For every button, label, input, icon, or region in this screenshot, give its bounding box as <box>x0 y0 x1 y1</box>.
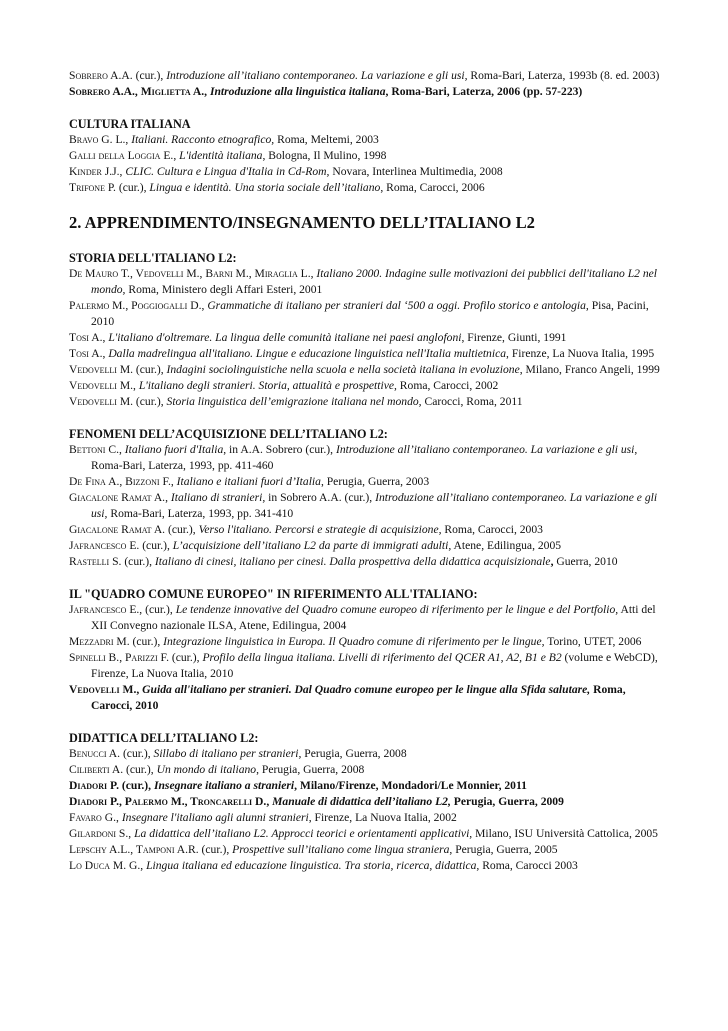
bibliography-entry <box>69 522 660 538</box>
entry-editor-note: , <box>125 133 132 146</box>
entry-publication: , Milano, Franco Angeli, 1999 <box>519 363 660 376</box>
entry-author: De Fina A., Bizzoni F. <box>69 475 171 488</box>
entry-publication: Torino, UTET, 2006 <box>544 635 642 648</box>
entry-title: L’acquisizione dell’italiano L2 da parte di immigrati adulti, <box>172 539 452 552</box>
bibliography-entry <box>69 266 660 298</box>
entry-publication: Novara, Interlinea Multimedia, 2008 <box>329 165 503 178</box>
entry-author: Palermo M., Poggiogalli D. <box>69 299 202 312</box>
entry-author: Ciliberti A. <box>69 763 124 776</box>
entry-author: Benucci A. <box>69 747 121 760</box>
entry-editor-note: , (cur.), <box>139 603 176 616</box>
entry-editor-note: , <box>133 379 139 392</box>
entry-publication: Pisa, Pacini, 2010 <box>91 299 649 328</box>
entry-publication: , Firenze, La Nuova Italia, 2002 <box>308 811 457 824</box>
entry-author: Favaro G. <box>69 811 117 824</box>
entry-author: Jafrancesco E. <box>69 603 140 616</box>
entry-publication: Atene, Edilingua, 2005 <box>451 539 562 552</box>
entry-editor-note: (cur.), <box>198 843 233 856</box>
entry-title: La didattica dell’italiano L2. Approcci teorici e orientamenti applicativi, <box>134 827 473 840</box>
entry-author: Vedovelli M. <box>69 363 134 376</box>
entry-title: Grammatiche di italiano per stranieri dal ‘500 a oggi. Profilo storico e antologia, <box>207 299 589 312</box>
entry-editor-note: (cur.), <box>121 555 155 568</box>
bibliography-entry <box>69 842 660 858</box>
section-heading: DIDATTICA DELL’ITALIANO L2: <box>69 731 259 745</box>
entry-publication: , Perugia, Guerra, 2003 <box>320 475 430 488</box>
bibliography-entry <box>69 554 660 570</box>
bibliography-entry <box>69 394 660 410</box>
entry-author: Giacalone Ramat A. <box>69 491 166 504</box>
entry-author: Bravo G. L. <box>69 133 126 146</box>
entry-editor-note: (cur.), <box>133 395 167 408</box>
bibliography-entry <box>69 602 660 634</box>
entry-title: Italiano di stranieri, <box>170 491 266 504</box>
entry-title: Insegnare l'italiano agli alunni stranieri <box>121 811 309 824</box>
entry-author: Gilardoni S. <box>69 827 129 840</box>
bibliography-entry <box>69 826 660 842</box>
entry-title: Verso l'italiano. Percorsi e strategie di acquisizione, <box>198 523 442 536</box>
entry-publication: Roma, Meltemi, 2003 <box>274 133 379 146</box>
entry-title: Sillabo di italiano per stranieri, <box>153 747 302 760</box>
entry-editor-note: , <box>310 267 317 280</box>
entry-title: Italiano e italiani fuori d’Italia <box>176 475 321 488</box>
bibliography-entry <box>69 180 660 196</box>
entry-publication: Roma-Bari, Laterza, 1993b (8. ed. 2003) <box>467 69 660 82</box>
entry-publication: Roma, Ministero degli Affari Esteri, 2001 <box>125 283 323 296</box>
entry-author: Diadori P. <box>69 779 119 792</box>
bibliography-entry <box>69 538 660 554</box>
entry-title: Un mondo di italiano <box>156 763 257 776</box>
entry-publication: Milano, ISU Università Cattolica, 2005 <box>472 827 658 840</box>
entry-title: Insegnare italiano a stranieri <box>153 779 295 792</box>
section-heading: STORIA DELL'ITALIANO L2: <box>69 251 237 265</box>
section-heading: IL "QUADRO COMUNE EUROPEO" IN RIFERIMENTO ALL'ITALIANO: <box>69 587 478 601</box>
entry-publication: Perugia, Guerra, 2008 <box>301 747 407 760</box>
bibliography-entry <box>69 794 660 810</box>
entry-editor-note: (cur.), <box>118 779 154 792</box>
entry-author: Tosi A. <box>69 347 103 360</box>
bibliography-entry <box>69 378 660 394</box>
entry-editor-note: (cur.), <box>132 69 167 82</box>
bibliography-page <box>69 68 660 874</box>
entry-author: Trifone P. <box>69 181 116 194</box>
entry-author: Sobrero A.A., Miglietta A. <box>69 85 205 98</box>
bibliography-entry <box>69 650 660 682</box>
entry-title: Italiano 2000. Indagine sulle motivazioni dei pubblici dell'italiano L2 nel mondo, <box>91 267 658 296</box>
entry-publication: Carocci, Roma, 2011 <box>421 395 523 408</box>
bibliography-entry <box>69 298 660 330</box>
entry-title: Lingua e identità. Una storia sociale dell’italiano <box>149 181 381 194</box>
entry-title: Lingua italiana ed educazione linguistica. Tra storia, ricerca, didattica, <box>146 859 480 872</box>
bibliography-entry <box>69 778 660 794</box>
bibliography-entry <box>69 442 660 474</box>
entry-author: Giacalone Ramat A. <box>69 523 166 536</box>
entry-title: Italiani. Racconto etnografico, <box>131 133 275 146</box>
entry-editor-note: , <box>201 299 208 312</box>
chapter-heading: 2. APPRENDIMENTO/INSEGNAMENTO DELL’ITALIANO L2 <box>69 213 535 232</box>
entry-publication: Roma, Carocci, 2003 <box>441 523 543 536</box>
entry-author: Tosi A. <box>69 331 103 344</box>
entry-editor-note: , <box>170 475 177 488</box>
bibliography-entry <box>69 362 660 378</box>
entry-editor-note: (cur.), <box>115 181 150 194</box>
entry-author: Vedovelli M. <box>69 683 137 696</box>
entry-title: Le tendenze innovative del Quadro comune europeo di riferimento per le lingue e del Portfolio, <box>175 603 619 616</box>
entry-title: Integrazione linguistica in Europa. Il Quadro comune di riferimento per le lingue, <box>163 635 545 648</box>
bibliography-entry <box>69 132 660 148</box>
entry-title: CLIC. Cultura e Lingua d'Italia in Cd-Rom, <box>125 165 330 178</box>
entry-title: Indagini sociolinguistiche nella scuola e nella società italiana in evoluzione <box>166 363 520 376</box>
entry-publication: Roma, Carocci, 2002 <box>396 379 499 392</box>
entry-publication: , Firenze, La Nuova Italia, 1995 <box>506 347 655 360</box>
bibliography-entry <box>69 858 660 874</box>
entry-author: Diadori P., Palermo M., Troncarelli D. <box>69 795 267 808</box>
bibliography-entry <box>69 84 660 100</box>
bibliography-entry <box>69 148 660 164</box>
entry-editor-note: (cur.), <box>139 539 173 552</box>
entry-publication: , Guerra, 2010 <box>550 555 618 568</box>
entry-publication: Roma, Carocci, 2010 <box>91 683 626 712</box>
entry-publication: Roma, Carocci 2003 <box>479 859 578 872</box>
entry-author: Rastelli S. <box>69 555 122 568</box>
entry-author: Lepschy A.L., Tamponi A.R. <box>69 843 199 856</box>
entry-title: Introduzione alla linguistica italiana <box>209 85 386 98</box>
entry-title: Manuale di didattica dell’italiano L2, <box>272 795 451 808</box>
entry-author: Vedovelli M. <box>69 395 134 408</box>
bibliography-entry <box>69 634 660 650</box>
bibliography-entry <box>69 746 660 762</box>
entry-author: Mezzadri M. <box>69 635 130 648</box>
entry-publication: Perugia, Guerra, 2009 <box>450 795 564 808</box>
entry-editor-note: , <box>140 859 147 872</box>
bibliography-entry <box>69 346 660 362</box>
entry-publication: Atti del XII Convegno nazionale ILSA, Atene, Edilingua, 2004 <box>91 603 656 632</box>
entry-editor-note: , <box>173 149 180 162</box>
entry-editor-note: , <box>119 443 125 456</box>
bibliography-entry <box>69 68 660 84</box>
entry-publication: , Roma, Carocci, 2006 <box>380 181 485 194</box>
entry-publication: in Sobrero A.A. (cur.), Introduzione all’italiano contemporaneo. La variazione e gli usi, Roma-Bari, Laterza, 1993, pp. 341-410 <box>91 491 658 520</box>
entry-author: Galli della Loggia E. <box>69 149 174 162</box>
entry-publication: , Bologna, Il Mulino, 1998 <box>262 149 387 162</box>
bibliography-entry <box>69 164 660 180</box>
entry-editor-note: , <box>102 347 109 360</box>
bibliography-entry <box>69 682 660 714</box>
entry-publication: , Milano/Firenze, Mondadori/Le Monnier, 2011 <box>294 779 527 792</box>
entry-title: Italiano fuori d'Italia <box>124 443 224 456</box>
entry-author: Vedovelli M. <box>69 379 134 392</box>
bibliography-entry <box>69 762 660 778</box>
entry-editor-note: (cur.), <box>168 651 203 664</box>
entry-editor-note: , <box>116 811 122 824</box>
entry-author: De Mauro T., Vedovelli M., Barni M., Miraglia L. <box>69 267 311 280</box>
entry-publication: , in A.A. Sobrero (cur.), Introduzione all’italiano contemporaneo. La variazione e gli usi, Roma-Bari, Laterza, 1993, pp. 411-460 <box>91 443 638 472</box>
entry-author: Spinelli B., Parizzi F. <box>69 651 169 664</box>
entry-title: Profilo della lingua italiana. Livelli di riferimento del QCER A1, A2, B1 e B2 <box>202 651 562 664</box>
entry-editor-note: , <box>165 491 171 504</box>
entry-editor-note: , <box>119 165 126 178</box>
entry-author: Bettoni C. <box>69 443 119 456</box>
entry-author: Kinder J.J. <box>69 165 120 178</box>
entry-author: Sobrero A.A. <box>69 69 133 82</box>
bibliography-entry <box>69 490 660 522</box>
entry-publication: , Perugia, Guerra, 2005 <box>449 843 558 856</box>
entry-publication: , Roma-Bari, Laterza, 2006 (pp. 57-223) <box>385 85 583 98</box>
entry-publication: , Perugia, Guerra, 2008 <box>256 763 365 776</box>
entry-title: Dalla madrelingua all'italiano. Lingue e educazione linguistica nell'Italia multietnica <box>108 347 507 360</box>
section-heading: CULTURA ITALIANA <box>69 117 191 131</box>
entry-title: Storia linguistica dell’emigrazione italiana nel mondo, <box>166 395 422 408</box>
entry-editor-note: , <box>204 85 210 98</box>
bibliography-entry <box>69 810 660 826</box>
section-heading: FENOMENI DELL’ACQUISIZIONE DELL’ITALIANO L2: <box>69 427 388 441</box>
entry-publication: (volume e WebCD), Firenze, La Nuova Italia, 2010 <box>91 651 658 680</box>
entry-author: Lo Duca M. G. <box>69 859 141 872</box>
bibliography-entry <box>69 330 660 346</box>
entry-editor-note: , <box>266 795 273 808</box>
entry-editor-note: (cur.), <box>120 747 154 760</box>
entry-editor-note: , <box>128 827 135 840</box>
entry-title: Prospettive sull’italiano come lingua straniera <box>232 843 450 856</box>
entry-editor-note: (cur.), <box>123 763 157 776</box>
entry-editor-note: , <box>102 331 109 344</box>
entry-title: L'italiano d'oltremare. La lingua delle comunità italiane nei paesi anglofoni <box>108 331 462 344</box>
entry-title: L'italiano degli stranieri. Storia, attualità e prospettive, <box>138 379 397 392</box>
entry-title: Italiano di cinesi, italiano per cinesi. Dalla prospettiva della didattica acquisizionale <box>154 555 551 568</box>
entry-title: L'identità italiana <box>179 149 263 162</box>
entry-editor-note: , <box>136 683 143 696</box>
entry-author: Jafrancesco E. <box>69 539 140 552</box>
entry-title: Introduzione all’italiano contemporaneo. La variazione e gli usi, <box>166 69 468 82</box>
entry-editor-note: (cur.), <box>129 635 164 648</box>
bibliography-entry <box>69 474 660 490</box>
entry-editor-note: (cur.), <box>133 363 167 376</box>
entry-title: Guida all'italiano per stranieri. Dal Quadro comune europeo per le lingue alla Sfida salutare, <box>142 683 591 696</box>
entry-editor-note: (cur.), <box>165 523 199 536</box>
entry-publication: , Firenze, Giunti, 1991 <box>461 331 567 344</box>
